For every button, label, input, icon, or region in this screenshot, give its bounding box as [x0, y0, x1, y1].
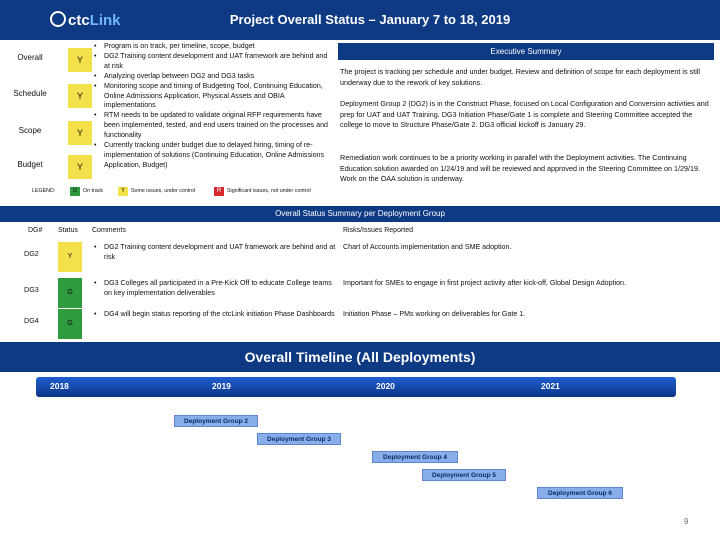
deployment-group-bar: Deployment Group 4 — [372, 451, 458, 463]
legend-red-text: Significant issues, not under control — [227, 188, 311, 194]
status-value: Y — [68, 155, 92, 179]
status-row-scope — [6, 115, 86, 151]
status-label: Scope — [18, 126, 42, 135]
timeline-year: 2021 — [541, 381, 560, 391]
row-risk: Important for SMEs to engage in first project activity after kick-off, Global Design Adoption. — [343, 279, 626, 287]
page-title: Project Overall Status – January 7 to 18, 2019 — [229, 12, 511, 27]
status-label: Budget — [17, 160, 43, 169]
table-row — [0, 278, 720, 308]
ctclink-logo — [50, 11, 140, 31]
logo-prefix: ctc — [68, 12, 90, 29]
legend-yellow-text: Some issues, under control — [131, 188, 196, 194]
page-number: 9 — [684, 517, 689, 526]
status-bullet: • Analyzing overlap between DG2 and DG3 tasks — [92, 72, 330, 82]
deployment-summary-heading: Overall Status Summary per Deployment Group — [0, 206, 720, 222]
legend — [6, 186, 326, 198]
status-value: Y — [68, 121, 92, 145]
logo-mark-icon — [50, 11, 66, 27]
timeline-heading: Overall Timeline (All Deployments) — [0, 342, 720, 372]
status-bullet: • Monitoring scope and timing of Budgeting Tool, Continuing Education, Online Admissions Application, Physical Assets and OBIA implementations — [92, 82, 330, 112]
executive-paragraph: The project is tracking per schedule and under budget. Review and definition of scope for each deployment is still underway due to the rework of key solutions. — [340, 67, 700, 87]
executive-paragraph: Remediation work continues to be a priority working in parallel with the Deployment activities. The Continuing Education solution awarded on 1/24/19 and will be reviewed and approved in the Steering Committee on 1/29/19. Work on the OAA solution is underway. — [340, 153, 701, 184]
row-dg: DG4 — [24, 316, 39, 325]
executive-summary-heading: Executive Summary — [338, 43, 714, 60]
executive-paragraph: Deployment Group 2 (DG2) is in the Construct Phase, focused on Local Configuration and Conversion activities and prep for UAT and UAT Training. DG3 Initiation Phase/Gate 1 is complete and Steering Committee accepted the college to move to Structure Phase/Gate 2. DG3 official kickoff is January 29. — [340, 99, 709, 130]
deployment-group-bar: Deployment Group 6 — [537, 487, 623, 499]
row-status: G — [58, 309, 82, 339]
timeline-year: 2019 — [212, 381, 231, 391]
status-row-budget — [6, 149, 86, 185]
status-label: Schedule — [13, 89, 47, 98]
table-row — [0, 242, 720, 272]
legend-green-swatch: G — [70, 187, 80, 196]
status-row-schedule — [6, 78, 86, 114]
row-comment: • DG4 will begin status reporting of the ctcLink initiation Phase Dashboards — [92, 309, 340, 319]
deployment-group-bar: Deployment Group 3 — [257, 433, 341, 445]
status-bullets — [92, 42, 330, 171]
deployment-group-bar: Deployment Group 2 — [174, 415, 258, 427]
status-bullet: • RTM needs to be updated to validate original RFP requirements have been implemented, tested, and end users trained on the processes and functionality — [92, 111, 330, 141]
row-comment: • DG2 Training content development and UAT framework are behind and at risk — [92, 242, 340, 263]
status-bullet: • Program is on track, per timeline, scope, budget — [92, 42, 330, 52]
column-header-status: Status — [58, 227, 78, 234]
row-risk: Initiation Phase – PMs working on deliverables for Gate 1. — [343, 310, 526, 318]
row-status: Y — [58, 242, 82, 272]
row-status: G — [58, 278, 82, 308]
legend-green-text: On track — [83, 188, 104, 194]
logo-suffix: Link — [89, 12, 121, 29]
legend-yellow-swatch: Y — [118, 187, 128, 196]
timeline-year: 2020 — [376, 381, 395, 391]
timeline-year-bar — [36, 377, 676, 397]
status-bullet: • Currently tracking under budget due to delayed hiring, timing of re-implementation of solutions (Continuing Education, Online Admissions Application, Budget) — [92, 141, 330, 171]
header-bar — [0, 0, 720, 40]
timeline-year: 2018 — [50, 381, 69, 391]
row-dg: DG2 — [24, 249, 39, 258]
column-header-dg: DG# — [28, 227, 43, 234]
row-risk: Chart of Accounts implementation and SME adoption. — [343, 243, 512, 251]
table-row — [0, 309, 720, 339]
deployment-group-bar: Deployment Group 5 — [422, 469, 506, 481]
status-row-overall — [6, 42, 86, 78]
column-header-risks: Risks/Issues Reported — [343, 227, 414, 234]
status-value: Y — [68, 84, 92, 108]
column-header-comments: Comments — [92, 227, 126, 234]
legend-label: LEGEND: — [32, 188, 56, 194]
status-bullet: • DG2 Training content development and UAT framework are behind and at risk — [92, 52, 330, 72]
legend-red-swatch: R — [214, 187, 224, 196]
row-dg: DG3 — [24, 285, 39, 294]
status-label: Overall — [17, 53, 43, 62]
status-value: Y — [68, 48, 92, 72]
row-comment: • DG3 Colleges all participated in a Pre-Kick Off to educate College teams on key implementation deliverables — [92, 278, 340, 299]
